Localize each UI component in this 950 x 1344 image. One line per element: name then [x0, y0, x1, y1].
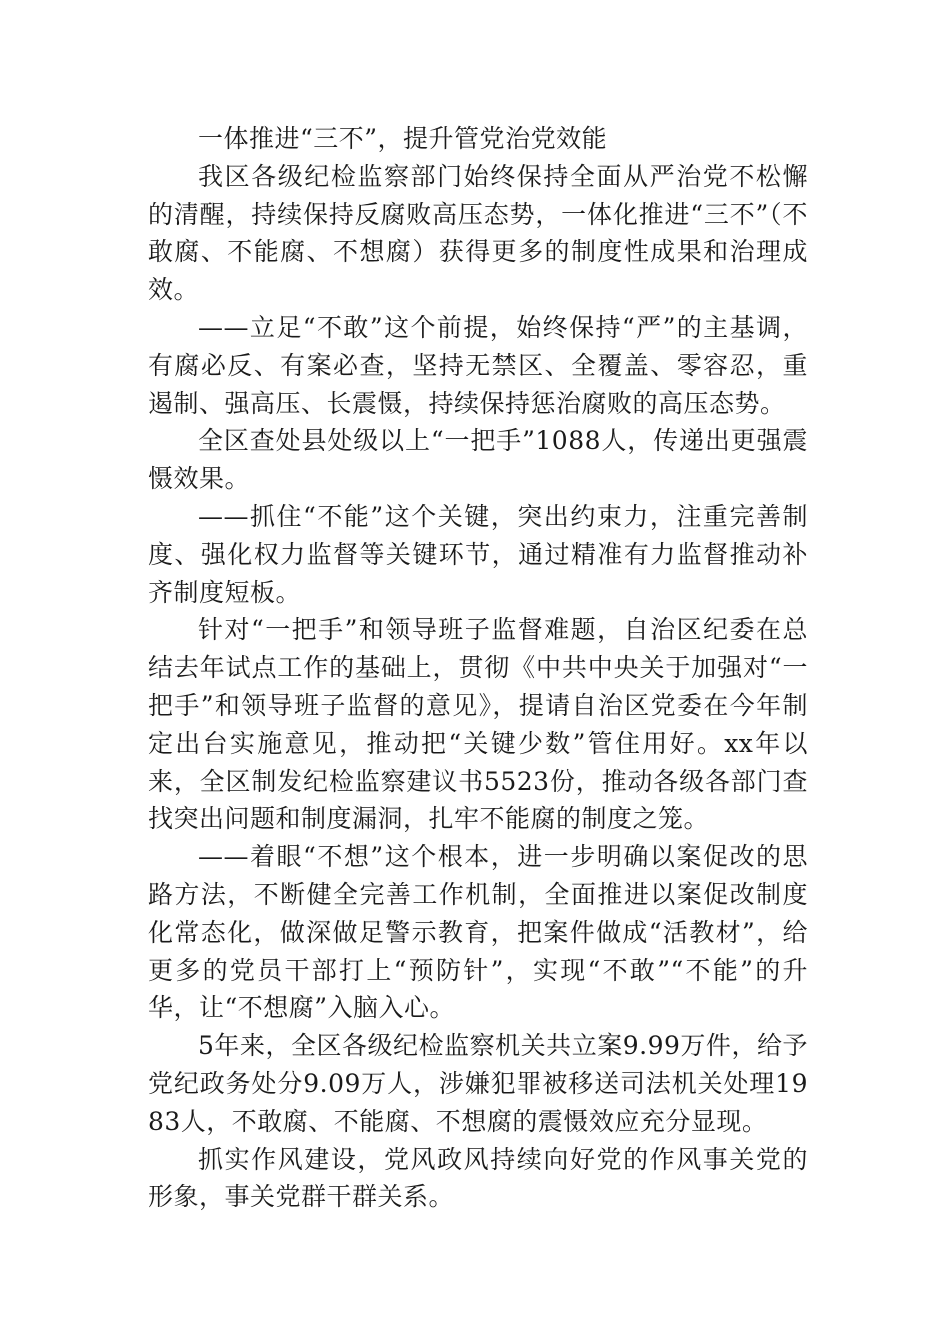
paragraph-2: ——立足“不敢”这个前提，始终保持“严”的主基调，有腐必反、有案必查，坚持无禁区、全覆盖、零容忍，重遏制、强高压、长震慑，持续保持惩治腐败的高压态势。 [148, 312, 808, 418]
section-title: 一体推进“三不”，提升管党治党效能 [198, 124, 608, 153]
paragraph-3: 全区查处县处级以上“一把手”1088人，传递出更强震慑效果。 [148, 426, 808, 494]
paragraph-4: ——抓住“不能”这个关键，突出约束力，注重完善制度、强化权力监督等关键环节，通过精准有力监督推动补齐制度短板。 [148, 501, 808, 607]
paragraph-8: 抓实作风建设，党风政风持续向好党的作风事关党的形象，事关党群干群关系。 [148, 1144, 808, 1212]
document-body [148, 120, 808, 1216]
paragraph-1: 我区各级纪检监察部门始终保持全面从严治党不松懈的清醒，持续保持反腐败高压态势，一体化推进“三不”（不敢腐、不能腐、不想腐）获得更多的制度性成果和治理成效。 [148, 161, 808, 305]
paragraph-7: 5年来，全区各级纪检监察机关共立案9.99万件，给予党纪政务处分9.09万人，涉嫌犯罪被移送司法机关处理1983人，不敢腐、不能腐、不想腐的震慑效应充分显现。 [148, 1031, 808, 1136]
paragraph-5: 针对“一把手”和领导班子监督难题，自治区纪委在总结去年试点工作的基础上，贯彻《中共中央关于加强对“一把手”和领导班子监督的意见》，提请自治区党委在今年制定出台实施意见，推动把“关键少数”管住用好。xx年以来，全区制发纪检监察建议书5523份，推动各级各部门查找突出问题和制度漏洞，扎牢不能腐的制度之笼。 [148, 615, 808, 834]
paragraph-6: ——着眼“不想”这个根本，进一步明确以案促改的思路方法，不断健全完善工作机制，全面推进以案促改制度化常态化，做深做足警示教育，把案件做成“活教材”，给更多的党员干部打上“预防针”，实现“不敢”“不能”的升华，让“不想腐”入脑入心。 [148, 842, 808, 1023]
